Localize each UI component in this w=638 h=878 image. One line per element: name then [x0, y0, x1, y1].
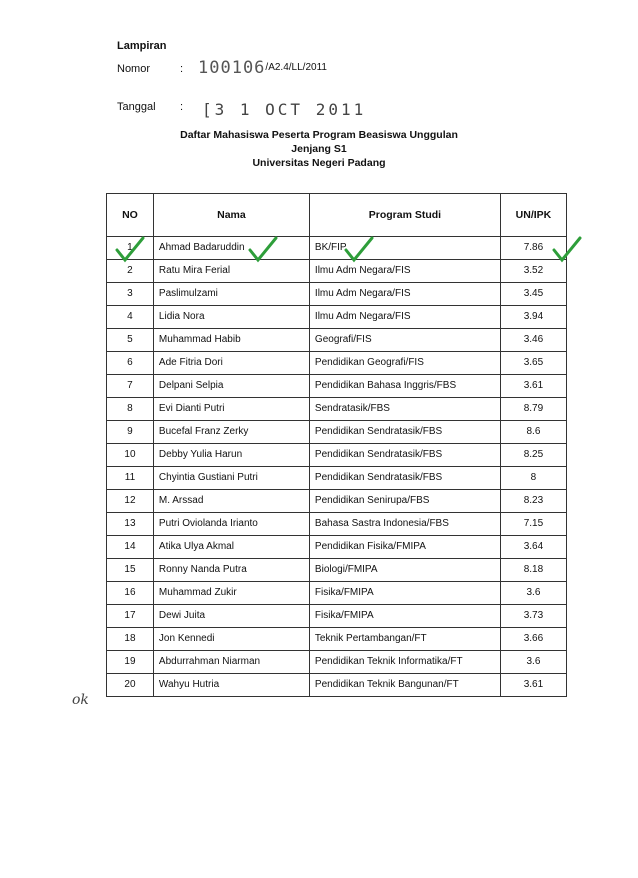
- row-no: 11: [107, 467, 154, 490]
- row-no: 20: [107, 674, 154, 697]
- row-nama: Muhammad Habib: [153, 329, 309, 352]
- row-program-studi: Fisika/FMIPA: [309, 605, 500, 628]
- table-header-row: [107, 194, 567, 237]
- table-row: [107, 628, 567, 651]
- tanggal-stamp: [3 1 OCT 2011: [202, 100, 367, 119]
- row-no: 18: [107, 628, 154, 651]
- row-nama: Bucefal Franz Zerky: [153, 421, 309, 444]
- row-program-studi: Ilmu Adm Negara/FIS: [309, 306, 500, 329]
- nomor-stamp: 100106: [198, 58, 266, 78]
- row-nama: Dewi Juita: [153, 605, 309, 628]
- table-row: [107, 582, 567, 605]
- checkmark-icon: [115, 236, 145, 264]
- row-nama: Evi Dianti Putri: [153, 398, 309, 421]
- table-row: [107, 375, 567, 398]
- row-program-studi: Pendidikan Senirupa/FBS: [309, 490, 500, 513]
- row-un-ipk: 7.15: [500, 513, 566, 536]
- table-row: [107, 398, 567, 421]
- row-program-studi: Pendidikan Fisika/FMIPA: [309, 536, 500, 559]
- row-nama: Muhammad Zukir: [153, 582, 309, 605]
- table-row: [107, 536, 567, 559]
- header-program-studi: Program Studi: [309, 194, 500, 237]
- row-no: 5: [107, 329, 154, 352]
- handwritten-initial: ok: [72, 692, 89, 708]
- row-nama: Jon Kennedi: [153, 628, 309, 651]
- row-program-studi: Geografi/FIS: [309, 329, 500, 352]
- row-program-studi: Ilmu Adm Negara/FIS: [309, 260, 500, 283]
- row-nama: Ahmad Badaruddin: [153, 237, 309, 260]
- row-un-ipk: 8.18: [500, 559, 566, 582]
- row-un-ipk: 8.6: [500, 421, 566, 444]
- row-no: 6: [107, 352, 154, 375]
- row-un-ipk: 3.6: [500, 651, 566, 674]
- nomor-colon: :: [180, 63, 184, 75]
- document-title: Daftar Mahasiswa Peserta Program Beasiswa Unggulan: [180, 129, 458, 141]
- row-un-ipk: 8: [500, 467, 566, 490]
- lampiran-label: Lampiran: [117, 40, 167, 52]
- row-no: 7: [107, 375, 154, 398]
- row-nama: Ade Fitria Dori: [153, 352, 309, 375]
- nomor-value: [198, 58, 327, 78]
- row-no: 12: [107, 490, 154, 513]
- row-no: 8: [107, 398, 154, 421]
- row-un-ipk: 8.79: [500, 398, 566, 421]
- row-un-ipk: 3.61: [500, 375, 566, 398]
- row-program-studi: Pendidikan Sendratasik/FBS: [309, 444, 500, 467]
- row-no: 3: [107, 283, 154, 306]
- row-program-studi: Biologi/FMIPA: [309, 559, 500, 582]
- row-no: 13: [107, 513, 154, 536]
- table-row: [107, 444, 567, 467]
- row-program-studi: Fisika/FMIPA: [309, 582, 500, 605]
- row-program-studi: BK/FIP: [309, 237, 500, 260]
- row-nama: Wahyu Hutria: [153, 674, 309, 697]
- row-program-studi: Pendidikan Teknik Bangunan/FT: [309, 674, 500, 697]
- table-row: [107, 421, 567, 444]
- row-nama: Ronny Nanda Putra: [153, 559, 309, 582]
- table-row: [107, 329, 567, 352]
- nomor-label: Nomor: [117, 63, 151, 75]
- university-name: Universitas Negeri Padang: [252, 157, 386, 169]
- row-no: 10: [107, 444, 154, 467]
- row-un-ipk: 3.6: [500, 582, 566, 605]
- row-program-studi: Ilmu Adm Negara/FIS: [309, 283, 500, 306]
- table-row: [107, 260, 567, 283]
- row-un-ipk: 3.73: [500, 605, 566, 628]
- row-nama: Paslimulzami: [153, 283, 309, 306]
- row-no: 14: [107, 536, 154, 559]
- table-row: [107, 651, 567, 674]
- row-program-studi: Pendidikan Teknik Informatika/FT: [309, 651, 500, 674]
- row-no: 9: [107, 421, 154, 444]
- row-un-ipk: 8.23: [500, 490, 566, 513]
- row-no: 16: [107, 582, 154, 605]
- table-row: [107, 467, 567, 490]
- row-un-ipk: 3.65: [500, 352, 566, 375]
- row-no: 1: [107, 237, 154, 260]
- nomor-suffix: /A2.4/LL/2011: [265, 62, 327, 73]
- table-row: [107, 237, 567, 260]
- tanggal-colon: :: [180, 101, 184, 113]
- row-nama: Delpani Selpia: [153, 375, 309, 398]
- checkmark-icon: [248, 236, 278, 264]
- row-nama: Abdurrahman Niarman: [153, 651, 309, 674]
- table-row: [107, 352, 567, 375]
- row-no: 4: [107, 306, 154, 329]
- table-row: [107, 283, 567, 306]
- row-un-ipk: 3.52: [500, 260, 566, 283]
- row-program-studi: Pendidikan Geografi/FIS: [309, 352, 500, 375]
- row-program-studi: Pendidikan Sendratasik/FBS: [309, 421, 500, 444]
- table-row: [107, 674, 567, 697]
- row-no: 17: [107, 605, 154, 628]
- row-un-ipk: 3.66: [500, 628, 566, 651]
- row-program-studi: Teknik Pertambangan/FT: [309, 628, 500, 651]
- row-nama: Chyintia Gustiani Putri: [153, 467, 309, 490]
- row-nama: Putri Oviolanda Irianto: [153, 513, 309, 536]
- row-un-ipk: 3.45: [500, 283, 566, 306]
- tanggal-label: Tanggal: [117, 101, 156, 113]
- row-program-studi: Pendidikan Bahasa Inggris/FBS: [309, 375, 500, 398]
- row-un-ipk: 3.94: [500, 306, 566, 329]
- checkmark-icon: [344, 236, 374, 264]
- row-nama: Atika Ulya Akmal: [153, 536, 309, 559]
- table-row: [107, 490, 567, 513]
- header-no: NO: [107, 194, 154, 237]
- table-row: [107, 559, 567, 582]
- header-nama: Nama: [153, 194, 309, 237]
- row-un-ipk: 7.86: [500, 237, 566, 260]
- row-nama: Ratu Mira Ferial: [153, 260, 309, 283]
- table-row: [107, 605, 567, 628]
- row-no: 19: [107, 651, 154, 674]
- checkmark-icon: [552, 236, 582, 264]
- row-un-ipk: 3.64: [500, 536, 566, 559]
- table-row: [107, 513, 567, 536]
- row-program-studi: Pendidikan Sendratasik/FBS: [309, 467, 500, 490]
- row-nama: M. Arssad: [153, 490, 309, 513]
- table-row: [107, 306, 567, 329]
- row-program-studi: Bahasa Sastra Indonesia/FBS: [309, 513, 500, 536]
- row-un-ipk: 8.25: [500, 444, 566, 467]
- row-un-ipk: 3.46: [500, 329, 566, 352]
- header-un-ipk: UN/IPK: [500, 194, 566, 237]
- document-subtitle: Jenjang S1: [291, 143, 347, 155]
- row-nama: Debby Yulia Harun: [153, 444, 309, 467]
- row-no: 2: [107, 260, 154, 283]
- students-table: [106, 193, 567, 697]
- row-program-studi: Sendratasik/FBS: [309, 398, 500, 421]
- row-no: 15: [107, 559, 154, 582]
- row-nama: Lidia Nora: [153, 306, 309, 329]
- row-un-ipk: 3.61: [500, 674, 566, 697]
